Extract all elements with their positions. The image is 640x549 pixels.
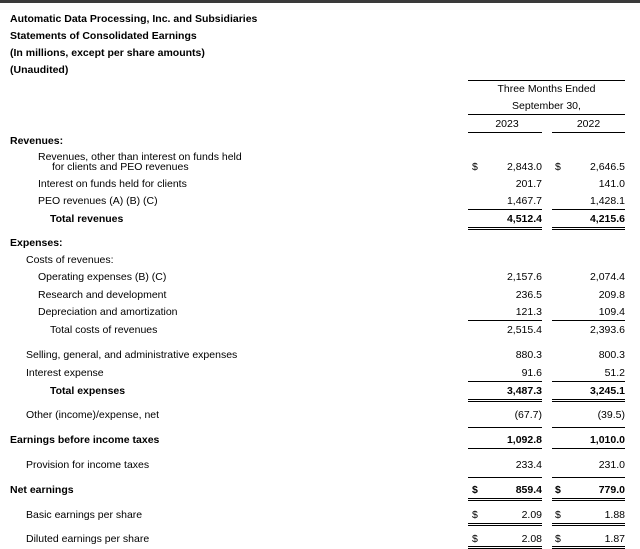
year-2023-header: 2023 — [495, 118, 519, 130]
value-2022: (39.5) — [597, 409, 625, 421]
subtotal-rule — [468, 448, 542, 449]
row-label: Selling, general, and administrative expenses — [26, 349, 238, 361]
table-row — [0, 349, 640, 363]
value-2022: 4,215.6 — [589, 213, 625, 225]
currency-symbol: $ — [472, 509, 478, 521]
table-row — [0, 533, 640, 547]
row-label: Operating expenses (B) (C) — [38, 271, 167, 283]
table-row — [0, 178, 640, 192]
table-row — [0, 135, 640, 149]
subtotal-rule — [552, 209, 625, 210]
value-2022: 209.8 — [598, 289, 625, 301]
header-top-rule — [468, 80, 625, 81]
subtotal-rule — [552, 448, 625, 449]
total-double-rule — [468, 498, 542, 501]
row-label: PEO revenues (A) (B) (C) — [38, 195, 158, 207]
total-double-rule — [468, 399, 542, 402]
row-label: Basic earnings per share — [26, 509, 143, 521]
total-double-rule — [468, 227, 542, 230]
value-2023: 2.09 — [521, 509, 542, 521]
units-note: (In millions, except per share amounts) — [10, 47, 205, 59]
value-2023: 4,512.4 — [506, 213, 542, 225]
row-label: Net earnings — [10, 484, 74, 496]
row-label: Research and development — [38, 289, 167, 301]
year-2023-rule — [468, 132, 542, 133]
subtotal-rule — [468, 209, 542, 210]
total-double-rule — [552, 523, 625, 526]
table-row — [0, 509, 640, 523]
subtotal-rule — [552, 477, 625, 478]
value-2023: 2.08 — [521, 533, 542, 545]
table-row — [0, 213, 640, 227]
subtotal-rule — [552, 320, 625, 321]
value-2023: 2,157.6 — [506, 271, 542, 283]
currency-symbol: $ — [555, 509, 561, 521]
year-2022-header: 2022 — [576, 118, 601, 130]
value-2022: 141.0 — [598, 178, 625, 190]
value-2022: 3,245.1 — [589, 385, 625, 397]
value-2023: 859.4 — [515, 484, 542, 496]
table-row — [0, 409, 640, 423]
value-2023: 2,843.0 — [506, 161, 542, 173]
row-label: Interest on funds held for clients — [38, 178, 187, 190]
value-2022: 800.3 — [598, 349, 625, 361]
subtotal-rule — [468, 427, 542, 428]
table-row — [0, 271, 640, 285]
currency-symbol: $ — [472, 161, 478, 173]
table-row — [0, 195, 640, 209]
top-border — [0, 0, 640, 3]
row-label: Depreciation and amortization — [38, 306, 178, 318]
subtotal-rule — [468, 381, 542, 382]
value-2022: 109.4 — [598, 306, 625, 318]
value-2022: 2,646.5 — [589, 161, 625, 173]
value-2022: 231.0 — [598, 459, 625, 471]
header-mid-rule — [468, 114, 625, 115]
value-2022: 1,428.1 — [589, 195, 625, 207]
row-label-continued: for clients and PEO revenues — [52, 161, 189, 173]
currency-symbol: $ — [555, 484, 561, 496]
value-2023: 880.3 — [515, 349, 542, 361]
table-row — [0, 434, 640, 448]
row-label: Total costs of revenues — [50, 324, 158, 336]
row-label: Provision for income taxes — [26, 459, 150, 471]
total-double-rule — [552, 399, 625, 402]
date-header: September 30, — [512, 100, 581, 112]
value-2023: 1,092.8 — [506, 434, 542, 446]
statement-title: Statements of Consolidated Earnings — [10, 30, 197, 42]
value-2023: 3,487.3 — [506, 385, 542, 397]
value-2022: 779.0 — [598, 484, 625, 496]
subtotal-rule — [552, 427, 625, 428]
table-row — [0, 367, 640, 381]
value-2023: 121.3 — [515, 306, 542, 318]
subtotal-rule — [468, 477, 542, 478]
value-2023: 1,467.7 — [506, 195, 542, 207]
value-2023: 201.7 — [515, 178, 542, 190]
table-row — [0, 459, 640, 473]
period-header: Three Months Ended — [497, 83, 596, 95]
year-2022-rule — [552, 132, 625, 133]
value-2022: 1,010.0 — [589, 434, 625, 446]
table-row — [0, 289, 640, 303]
value-2023: 233.4 — [515, 459, 542, 471]
currency-symbol: $ — [472, 533, 478, 545]
currency-symbol: $ — [555, 161, 561, 173]
table-row — [0, 237, 640, 251]
total-double-rule — [552, 498, 625, 501]
row-label: Diluted earnings per share — [26, 533, 150, 545]
row-label: Interest expense — [26, 367, 104, 379]
company-name: Automatic Data Processing, Inc. and Subsidiaries — [10, 13, 258, 25]
row-label: Earnings before income taxes — [10, 434, 160, 446]
value-2023: (67.7) — [514, 409, 542, 421]
table-row — [0, 385, 640, 399]
section-label: Expenses: — [10, 237, 63, 249]
table-row — [0, 324, 640, 338]
value-2023: 2,515.4 — [506, 324, 542, 336]
value-2023: 236.5 — [515, 289, 542, 301]
total-double-rule — [468, 523, 542, 526]
table-row — [0, 151, 640, 175]
value-2022: 51.2 — [604, 367, 625, 379]
row-label: Other (income)/expense, net — [26, 409, 160, 421]
value-2022: 2,074.4 — [589, 271, 625, 283]
row-label: Total expenses — [50, 385, 126, 397]
currency-symbol: $ — [555, 533, 561, 545]
currency-symbol: $ — [472, 484, 478, 496]
table-row — [0, 306, 640, 320]
row-label: Costs of revenues: — [26, 254, 114, 266]
subtotal-rule — [552, 381, 625, 382]
section-label: Revenues: — [10, 135, 64, 147]
value-2022: 2,393.6 — [589, 324, 625, 336]
unaudited-note: (Unaudited) — [10, 64, 69, 76]
total-double-rule — [552, 227, 625, 230]
value-2022: 1.88 — [604, 509, 625, 521]
subtotal-rule — [468, 320, 542, 321]
value-2023: 91.6 — [521, 367, 542, 379]
row-label: Total revenues — [50, 213, 124, 225]
table-row — [0, 484, 640, 498]
table-row — [0, 254, 640, 268]
value-2022: 1.87 — [604, 533, 625, 545]
row-label: Revenues, other than interest on funds held — [38, 151, 242, 163]
